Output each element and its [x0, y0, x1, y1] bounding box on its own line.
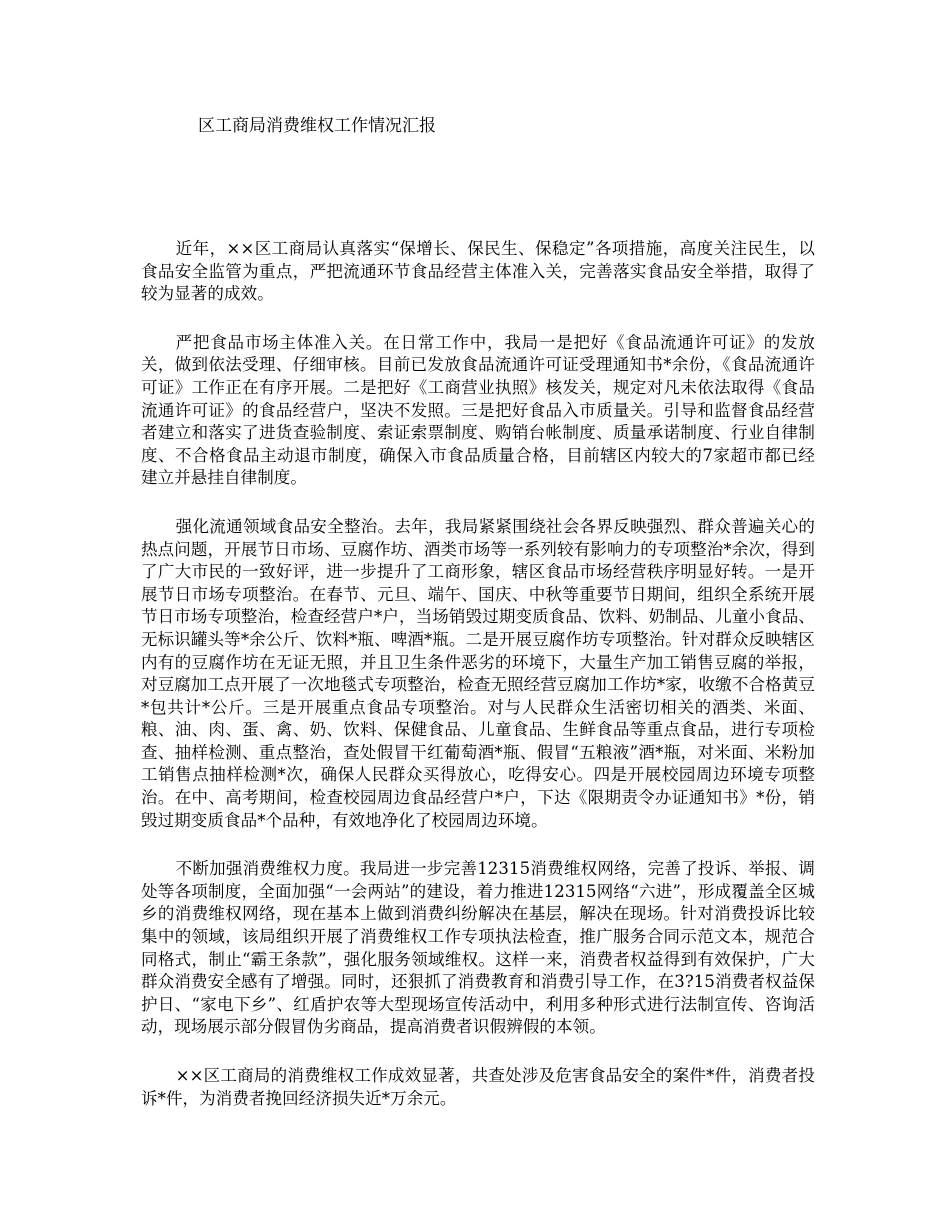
paragraph-consumer-rights: 不断加强消费维权力度。我局进一步完善12315消费维权网络，完善了投诉、举报、调处等各项制度，全面加强“一会两站”的建设，着力推进12315网络“六进”，形成覆盖全区城乡的消费维权网络，现在基本上做到消费纠纷解决在基层，解决在现场。针对消费投诉比较集中的领域，该局组织开展了消费维权工作专项执法检查，推广服务合同示范文本，规范合同格式，制止“霸王条款”，强化服务领域维权。这样一来，消费者权益得到有效保护，广大群众消费安全感有了增强。同时，还狠抓了消费教育和消费引导工作，在3?15消费者权益保护日、“家电下乡”、红盾护农等大型现场宣传活动中，利用多种形式进行法制宣传、咨询活动，现场展示部分假冒伪劣商品，提高消费者识假辨假的本领。 [141, 859, 815, 1037]
paragraph-food-safety-rectification: 强化流通领域食品安全整治。去年，我局紧紧围绕社会各界反映强烈、群众普遍关心的热点问题，开展节日市场、豆腐作坊、酒类市场等一系列较有影响力的专项整治*余次，得到了广大市民的一致好评，进一步提升了工商形象，辖区食品市场经营秩序明显好转。一是开展节日市场专项整治。在春节、元旦、端午、国庆、中秋等重要节日期间，组织全系统开展节日市场专项整治，检查经营户*户，当场销毁过期变质食品、饮料、奶制品、儿童小食品、无标识罐头等*余公斤、饮料*瓶、啤酒*瓶。二是开展豆腐作坊专项整治。针对群众反映辖区内有的豆腐作坊在无证无照，并且卫生条件恶劣的环境下，大量生产加工销售豆腐的举报，对豆腐加工点开展了一次地毯式专项整治，检查无照经营豆腐加工作坊*家，收缴不合格黄豆*包共计*公斤。三是开展重点食品专项整治。对与人民群众生活密切相关的酒类、米面、粮、油、肉、蛋、禽、奶、饮料、保健食品、儿童食品、生鲜食品等重点食品，进行专项检查、抽样检测、重点整治，查处假冒干红葡萄酒*瓶、假冒“五粮液”酒*瓶，对米面、米粉加工销售点抽样检测*次，确保人民群众买得放心，吃得安心。四是开展校园周边环境专项整治。在中、高考期间，检查校园周边食品经营户*户，下达《限期责令办证通知书》*份，销毁过期变质食品*个品种，有效地净化了校园周边环境。 [141, 516, 815, 830]
document-body [141, 238, 815, 1136]
paragraph-intro: 近年，××区工商局认真落实“保增长、保民生、保稳定”各项措施，高度关注民生，以食品安全监管为重点，严把流通环节食品经营主体准入关，完善落实食品安全举措，取得了较为显著的成效。 [141, 239, 815, 304]
document-title: 区工商局消费维权工作情况汇报 [198, 116, 436, 136]
paragraph-summary: ××区工商局的消费维权工作成效显著，共查处涉及危害食品安全的案件*件，消费者投诉*件，为消费者挽回经济损失近*万余元。 [141, 1066, 815, 1108]
paragraph-market-access: 严把食品市场主体准入关。在日常工作中，我局一是把好《食品流通许可证》的发放关，做到依法受理、仔细审核。目前已发放食品流通许可证受理通知书*余份，《食品流通许可证》工作正在有序开展。二是把好《工商营业执照》核发关，规定对凡未依法取得《食品流通许可证》的食品经营户，坚决不发照。三是把好食品入市质量关。引导和监督食品经营者建立和落实了进货查验制度、索证索票制度、购销台帐制度、质量承诺制度、行业自律制度、不合格食品主动退市制度，确保入市食品质量合格，目前辖区内较大的7家超市都已经建立并悬挂自律制度。 [141, 332, 815, 488]
